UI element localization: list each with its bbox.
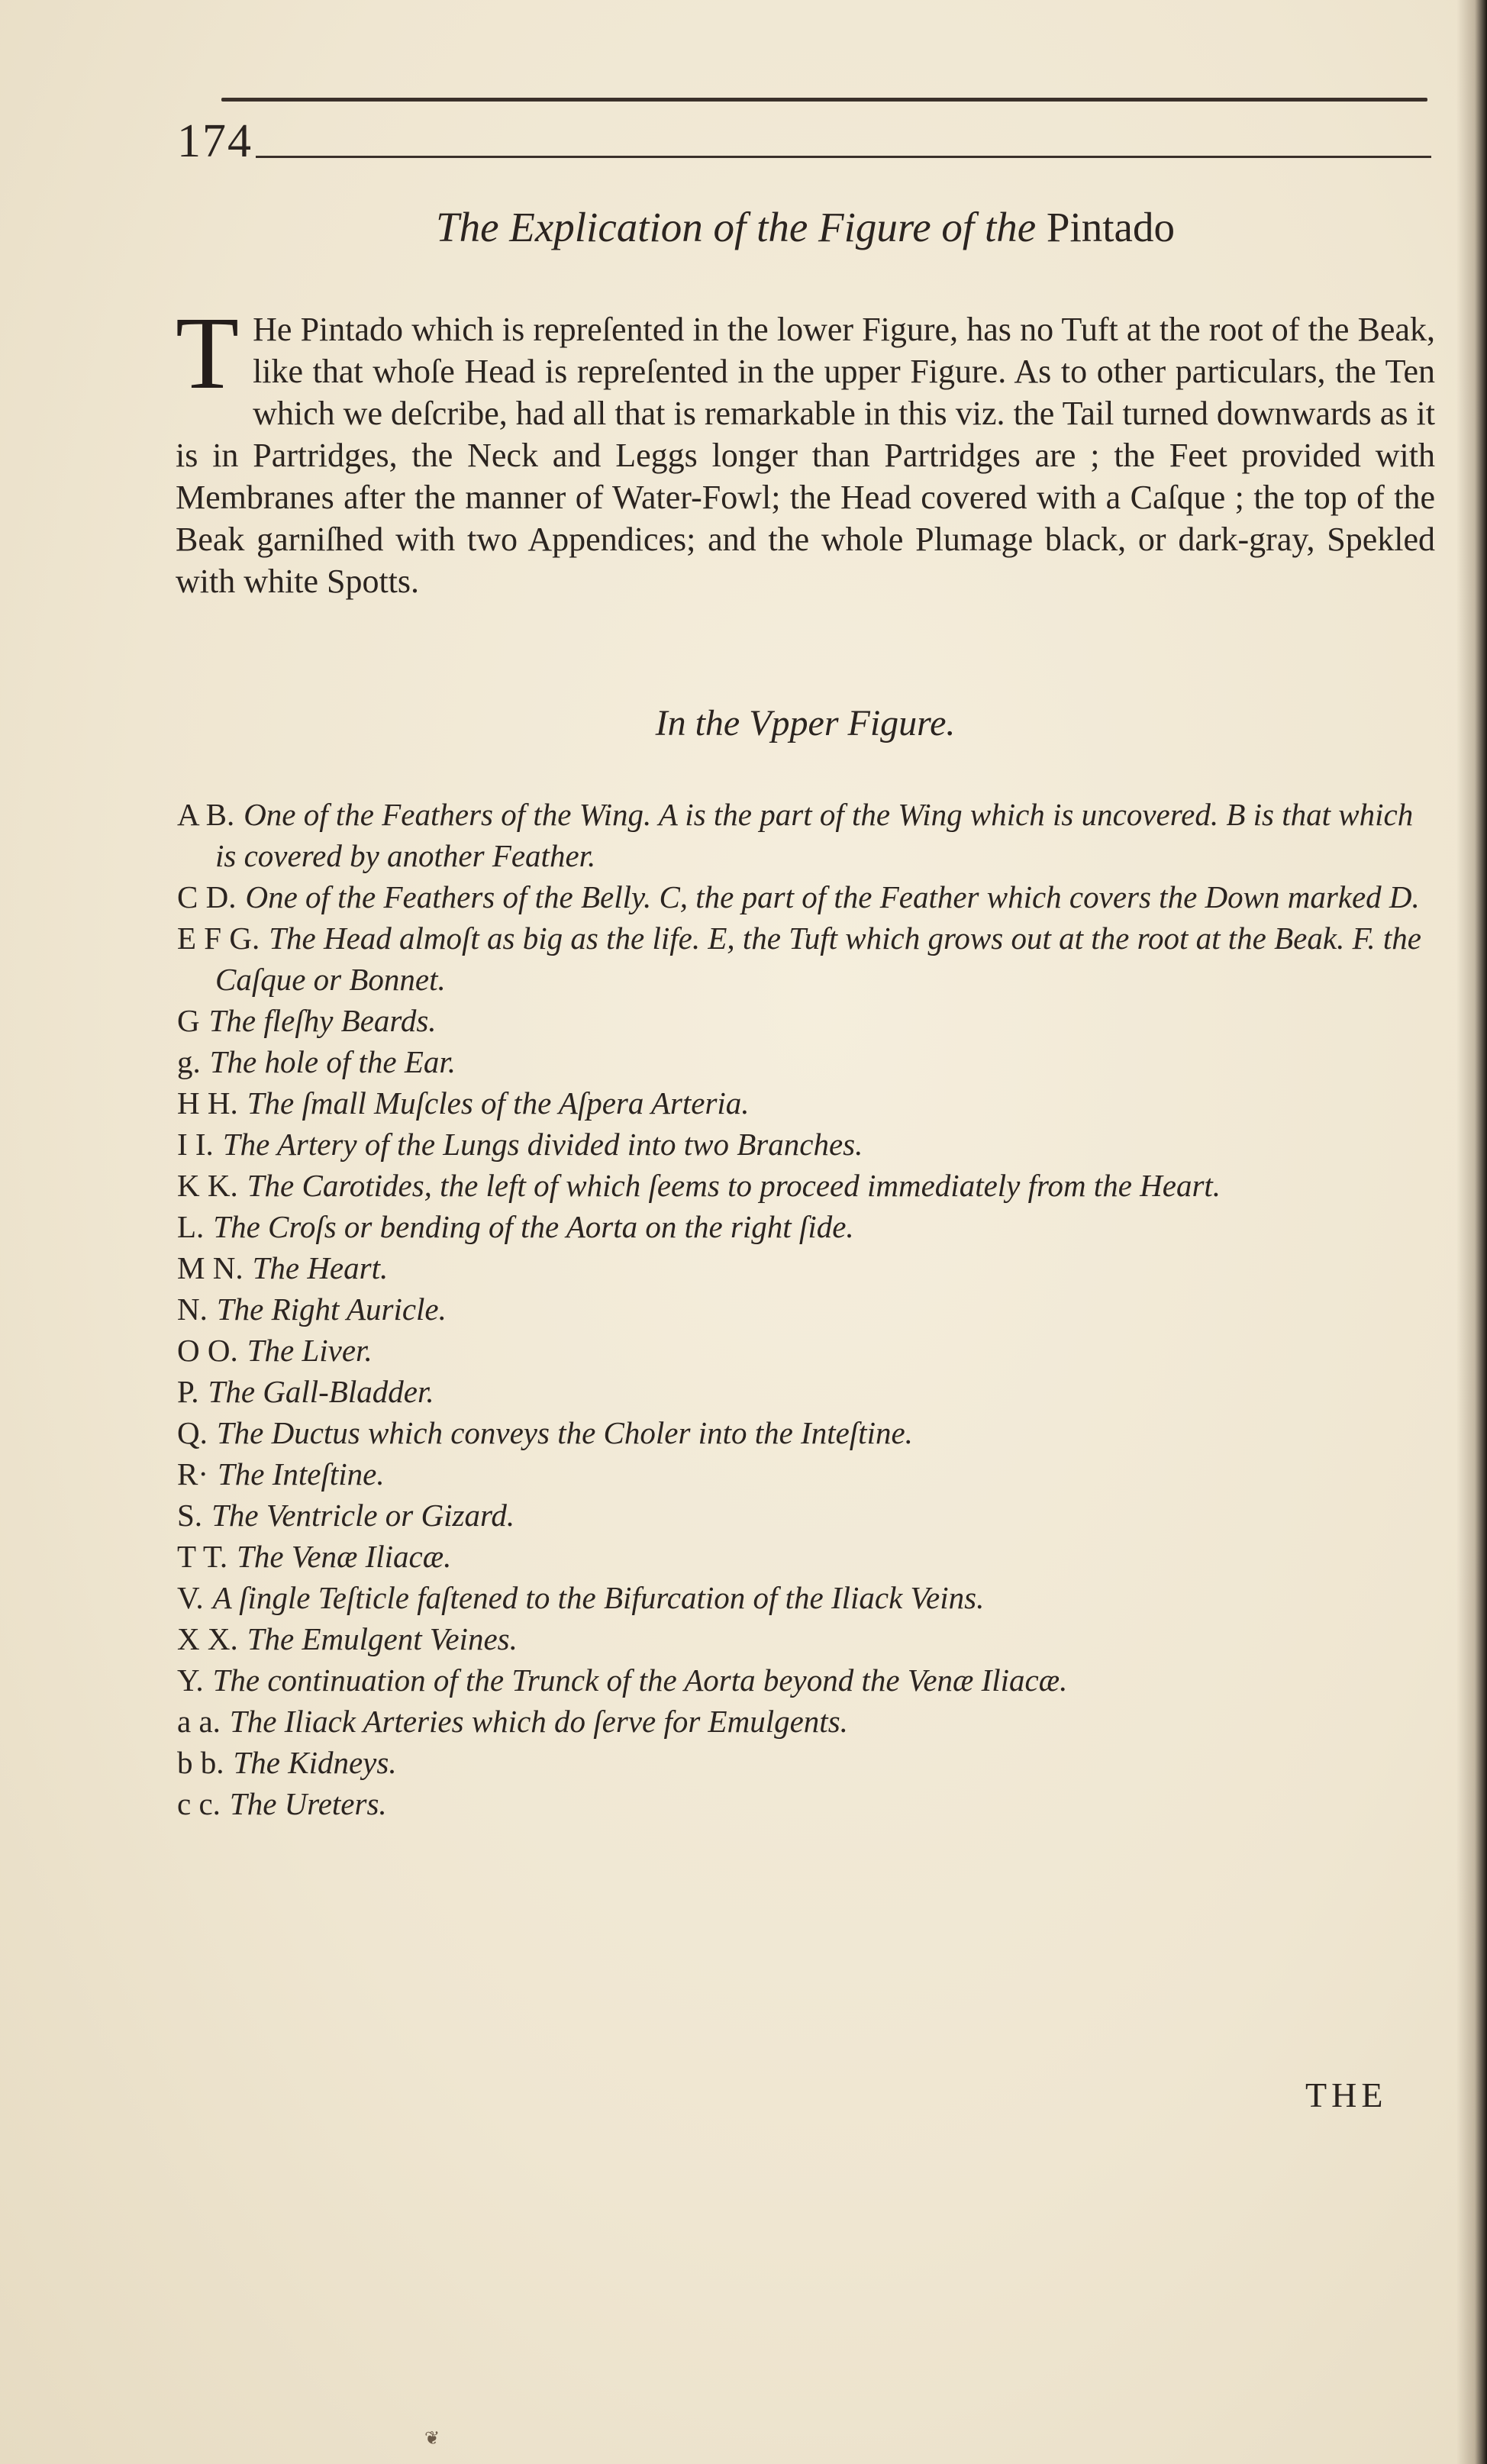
- legend-item: [177, 1412, 1429, 1453]
- page-title: [176, 203, 1435, 251]
- legend-key: I I.: [177, 1127, 214, 1162]
- legend-item: [177, 1659, 1429, 1701]
- legend-text: The Croſs or bending of the Aorta on the right ſide.: [213, 1209, 854, 1244]
- intro-paragraph: [176, 296, 1435, 602]
- legend-item: [177, 918, 1429, 1000]
- legend-text: The hole of the Ear.: [209, 1044, 456, 1079]
- legend-item: [177, 1330, 1429, 1371]
- legend-item: [177, 1495, 1429, 1536]
- legend-item: [177, 1082, 1429, 1124]
- legend-item: [177, 1783, 1429, 1824]
- legend-key: M N.: [177, 1250, 244, 1285]
- legend-key: S.: [177, 1498, 203, 1533]
- legend-key: R·: [177, 1456, 208, 1492]
- title-italic: The Explication of the Figure of the: [436, 204, 1037, 250]
- legend-item: [177, 1000, 1429, 1041]
- legend-item: [177, 1206, 1429, 1247]
- legend-key: b b.: [177, 1745, 224, 1780]
- legend-key: Y.: [177, 1663, 204, 1698]
- legend-item: [177, 1247, 1429, 1288]
- legend-text: The ſmall Muſcles of the Aſpera Arteria.: [247, 1085, 750, 1121]
- legend-item: [177, 1041, 1429, 1082]
- legend-text: The Head almoſt as big as the life. E, the Tuft which grows out at the root at the Beak. F. the Caſque or Bonnet.: [215, 921, 1421, 997]
- page-edge-shadow: [1456, 0, 1487, 2464]
- legend-key: G: [177, 1003, 200, 1038]
- legend-text: The Gall-Bladder.: [208, 1374, 434, 1409]
- legend-text: The Carotides, the left of which ſeems to proceed immediately from the Heart.: [247, 1168, 1221, 1203]
- legend-key: K K.: [177, 1168, 238, 1203]
- legend-text: The Kidneys.: [233, 1745, 397, 1780]
- legend-key: C D.: [177, 879, 237, 914]
- legend-text: The Emulgent Veines.: [247, 1621, 518, 1656]
- legend-item: [177, 1124, 1429, 1165]
- legend-item: [177, 1536, 1429, 1577]
- legend-text: The Ductus which conveys the Choler into the Inteſtine.: [216, 1415, 913, 1450]
- title-roman: Pintado: [1046, 204, 1175, 250]
- legend-item: [177, 1288, 1429, 1330]
- legend-key: L.: [177, 1209, 205, 1244]
- legend-item: [177, 1701, 1429, 1742]
- legend-key: N.: [177, 1292, 208, 1327]
- legend-key: X X.: [177, 1621, 238, 1656]
- drop-cap: T: [176, 296, 240, 411]
- legend-text: The Ureters.: [229, 1786, 387, 1821]
- legend-key: E F G.: [177, 921, 260, 956]
- catchword: THE: [1305, 2075, 1388, 2114]
- legend-key: Q.: [177, 1415, 208, 1450]
- legend-item: [177, 1618, 1429, 1659]
- legend-text: One of the Feathers of the Belly. C, the part of the Feather which covers the Down marked D.: [245, 879, 1420, 914]
- legend-item: [177, 1165, 1429, 1206]
- legend-text: The Ventricle or Gizard.: [211, 1498, 515, 1533]
- legend-text: The fleſhy Beards.: [208, 1003, 437, 1038]
- legend-item: [177, 876, 1429, 918]
- legend-text: The Inteſtine.: [218, 1456, 385, 1492]
- legend-text: The Artery of the Lungs divided into two Branches.: [222, 1127, 863, 1162]
- top-rule: [221, 98, 1427, 102]
- legend-text: A ſingle Teſticle faſtened to the Bifurcation of the Iliack Veins.: [212, 1580, 985, 1615]
- legend-item: [177, 1453, 1429, 1495]
- section-subheading: In the Vpper Figure.: [655, 703, 956, 743]
- legend-item: [177, 1371, 1429, 1412]
- legend-text: The Right Auricle.: [216, 1292, 447, 1327]
- legend-text: The Iliack Arteries which do ſerve for Emulgents.: [229, 1704, 848, 1739]
- legend-item: [177, 1742, 1429, 1783]
- legend-key: a a.: [177, 1704, 221, 1739]
- legend-key: O O.: [177, 1333, 238, 1368]
- legend-key: P.: [177, 1374, 199, 1409]
- header-rule: [256, 156, 1431, 158]
- legend-text: The continuation of the Trunck of the Aorta beyond the Venæ Iliacæ.: [212, 1663, 1068, 1698]
- legend-key: c c.: [177, 1786, 221, 1821]
- page-number: 174: [177, 115, 253, 167]
- legend-text: The Heart.: [252, 1250, 389, 1285]
- legend-text: One of the Feathers of the Wing. A is the part of the Wing which is uncovered. B is that which is covered by another Feather.: [215, 797, 1414, 873]
- legend-key: H H.: [177, 1085, 238, 1121]
- legend-item: [177, 794, 1429, 876]
- legend-key: T T.: [177, 1539, 228, 1574]
- legend-text: The Liver.: [247, 1333, 373, 1368]
- legend-text: The Venæ Iliacæ.: [237, 1539, 452, 1574]
- legend-item: [177, 1577, 1429, 1618]
- ink-speck: ❦: [424, 2427, 440, 2449]
- figure-legend: [177, 794, 1429, 1824]
- legend-key: g.: [177, 1044, 201, 1079]
- intro-text: He Pintado which is repreſented in the lower Figure, has no Tuft at the root of the Beak, like that whoſe Head is repreſented in the upper Figure. As to other particulars, the Ten which we deſcribe, had all that is remarkable in this viz. the Tail turned downwards as it is in Partridges, the Neck and Leggs longer than Partridges are ; the Feet provided with Membranes after the manner of Water-Fowl; the Head covered with a Caſque ; the top of the Beak garniſhed with two Appendices; and the whole Plumage black, or dark-gray, Spekled with white Spotts.: [176, 311, 1435, 600]
- legend-key: V.: [177, 1580, 204, 1615]
- legend-key: A B.: [177, 797, 235, 832]
